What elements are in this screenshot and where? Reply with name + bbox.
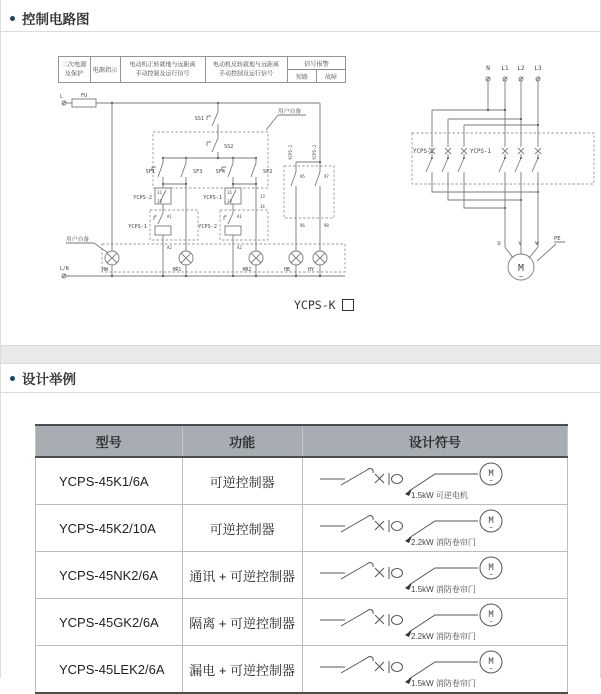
aux-contact-ycps2	[133, 184, 171, 204]
section2-title-text: 设计举例	[22, 372, 76, 387]
lamp-hr1-branch	[173, 184, 193, 276]
cps-motor-symbol	[315, 508, 555, 548]
svg-text:~: ~	[489, 524, 493, 532]
section-title-control-circuit	[10, 8, 90, 28]
model-cell: YCPS-45K1/6A	[36, 457, 183, 505]
terminal-l1: L1	[501, 65, 509, 72]
cps-motor-symbol	[315, 649, 555, 689]
terminal-a2: A2	[167, 245, 172, 250]
hdr-reverse-2: 手动控制及运行信号	[218, 71, 274, 78]
table-row	[36, 599, 568, 646]
terminal-l-label: L	[60, 94, 64, 100]
terminal-32: 32	[157, 199, 162, 204]
cps-motor-symbol	[315, 602, 555, 642]
section-title-design-examples	[10, 368, 76, 388]
svg-text:SS1: SS1	[194, 116, 204, 122]
svg-text:M: M	[488, 657, 494, 667]
user-box-top	[153, 132, 268, 188]
power-circuit-diagram	[404, 62, 601, 302]
hdr-forward-2: 手动控制及运行信号	[135, 71, 190, 78]
table-row	[36, 646, 568, 694]
svg-text:SF2: SF2	[263, 169, 273, 175]
output-crossing-wires	[432, 184, 539, 247]
hdr-fault: 故障	[324, 75, 338, 81]
hdr-signal-alarm: 信号报警	[304, 61, 329, 68]
function-cell: 隔离 + 可逆控制器	[182, 599, 302, 646]
cps-motor-symbol	[315, 461, 555, 501]
supply-terminals	[486, 65, 542, 81]
lamp-hr2-label: HR2	[242, 268, 252, 273]
svg-text:M: M	[488, 516, 494, 526]
svg-text:M: M	[488, 563, 494, 573]
lamp-hy-label: HY	[308, 268, 314, 273]
hdr-secondary-power-2: 及保护	[64, 70, 84, 78]
col-header-symbol: 设计符号	[302, 425, 567, 457]
bullet-icon	[10, 16, 15, 21]
cps-motor-symbol	[315, 555, 555, 595]
fuse-label: FU	[80, 93, 88, 99]
svg-text:31: 31	[227, 190, 232, 195]
symbol-load-label: 1.5kW 可逆电机	[410, 491, 468, 500]
motor-pe: PE	[554, 236, 561, 242]
lamp-hr2-branch	[243, 184, 266, 276]
symbol-cell	[302, 457, 567, 505]
terminal-ln-label: L/N	[60, 267, 69, 272]
table-row	[36, 457, 568, 505]
hdr-secondary-power-1: 二次电源	[61, 61, 87, 69]
ycps1-label: YCPS-1	[128, 224, 147, 230]
terminal-98: 98	[324, 223, 329, 228]
hdr-reverse-1: 电动机反转就地与远距离	[212, 62, 280, 69]
function-cell: 可逆控制器	[182, 457, 302, 505]
bullet-icon	[10, 376, 15, 381]
terminal-96: 96	[300, 223, 305, 228]
cps-box	[412, 133, 594, 184]
svg-text:SF3: SF3	[193, 169, 203, 175]
model-cell: YCPS-45NK2/6A	[36, 552, 183, 599]
terminal-95: 95	[300, 174, 305, 179]
terminal-97: 97	[324, 174, 329, 179]
motor-v: V	[518, 241, 522, 247]
lamp-hr1-label: HR1	[172, 268, 182, 273]
motor-m-label: M	[518, 263, 524, 274]
terminal-l3: L3	[534, 65, 542, 72]
button-sf2	[251, 158, 272, 184]
symbol-cell	[302, 552, 567, 599]
button-sf1	[146, 158, 163, 184]
col-header-model: 型号	[36, 425, 183, 457]
function-cell: 通讯 + 可逆控制器	[182, 552, 302, 599]
symbol-load-label: 2.2kW 消防卷帘门	[410, 632, 476, 641]
symbol-load-label: 2.2kW 消防卷帘门	[410, 538, 476, 547]
diagram-caption	[294, 298, 354, 312]
model-cell: YCPS-45LEK2/6A	[36, 646, 183, 694]
symbol-load-label: 1.5kW 消防卷帘门	[410, 585, 476, 594]
terminal-31: 31	[157, 190, 162, 195]
svg-text:~: ~	[489, 618, 493, 626]
terminal-a1: A1	[167, 214, 172, 219]
function-cell: 漏电 + 可逆控制器	[182, 646, 302, 694]
ycps1-label-2: YCPS-1	[203, 195, 222, 201]
symbol-cell	[302, 505, 567, 552]
svg-text:~: ~	[489, 665, 493, 673]
svg-text:~: ~	[489, 571, 493, 579]
lamp-hb-label: HB	[284, 268, 290, 273]
symbol-load-label: 1.5kW 消防卷帘门	[410, 679, 476, 688]
terminal-13: 13	[260, 194, 265, 199]
model-placeholder-box	[342, 299, 354, 311]
lamp-hw-label: HW	[102, 268, 108, 273]
signal-contact1-owner: YCPS-1	[288, 144, 293, 160]
signal-contact2-owner: YCPS-2	[312, 144, 317, 160]
button-sf4	[216, 158, 233, 184]
model-cell: YCPS-45K2/10A	[36, 505, 183, 552]
terminal-n: N	[486, 65, 490, 72]
button-sf3	[181, 158, 202, 184]
motor	[497, 236, 565, 281]
svg-text:A1: A1	[237, 214, 242, 219]
motor-w: W	[535, 241, 539, 247]
ycps2-label: YCPS-2	[133, 195, 152, 201]
diagram-header-table	[59, 57, 346, 83]
pwr-ycps2-label: YCPS-2	[413, 149, 434, 155]
incoming-wires	[432, 81, 539, 147]
diagram-caption-text: YCPS-K	[294, 298, 336, 312]
aux-contact-ycps1	[203, 184, 241, 204]
table-row	[36, 552, 568, 599]
symbol-cell	[302, 646, 567, 694]
function-cell: 可逆控制器	[182, 505, 302, 552]
svg-text:M: M	[488, 610, 494, 620]
motor-u: U	[497, 241, 501, 247]
table-header-row	[36, 425, 568, 457]
ycps2-label-2: YCPS-2	[198, 224, 217, 230]
terminal-14: 14	[260, 204, 265, 209]
svg-text:SF1: SF1	[145, 169, 155, 175]
svg-text:A2: A2	[237, 245, 242, 250]
hdr-forward-1: 电动机正转就地与远距离	[129, 62, 196, 69]
terminal-l2: L2	[517, 65, 525, 72]
motor-tilde: ~	[518, 273, 524, 281]
table-row	[36, 505, 568, 552]
divider	[1, 392, 600, 393]
svg-text:~: ~	[489, 477, 493, 485]
section-separator-band	[1, 345, 600, 364]
pwr-ycps1-label: YCPS-1	[470, 149, 491, 155]
col-header-function: 功能	[182, 425, 302, 457]
svg-text:M: M	[488, 469, 494, 479]
user-provided-label-top	[266, 107, 306, 130]
svg-text:用户自备: 用户自备	[66, 237, 90, 243]
svg-text:SS2: SS2	[224, 144, 234, 150]
svg-text:32: 32	[227, 199, 232, 204]
signal-alarm-branch	[284, 103, 329, 276]
svg-text:SF4: SF4	[215, 169, 225, 175]
control-circuit-diagram	[58, 56, 348, 288]
symbol-cell	[302, 599, 567, 646]
switch-ss2	[207, 138, 233, 158]
hdr-power-indicator: 电源指示	[92, 67, 118, 74]
design-examples-table	[35, 424, 568, 694]
switch-ss1	[195, 103, 218, 138]
hdr-short-circuit: 短路	[295, 75, 309, 81]
supply-and-fuse	[60, 93, 320, 107]
svg-text:用户自备: 用户自备	[278, 109, 302, 115]
section1-title-text: 控制电路图	[22, 12, 90, 27]
divider	[1, 31, 600, 32]
model-cell: YCPS-45GK2/6A	[36, 599, 183, 646]
